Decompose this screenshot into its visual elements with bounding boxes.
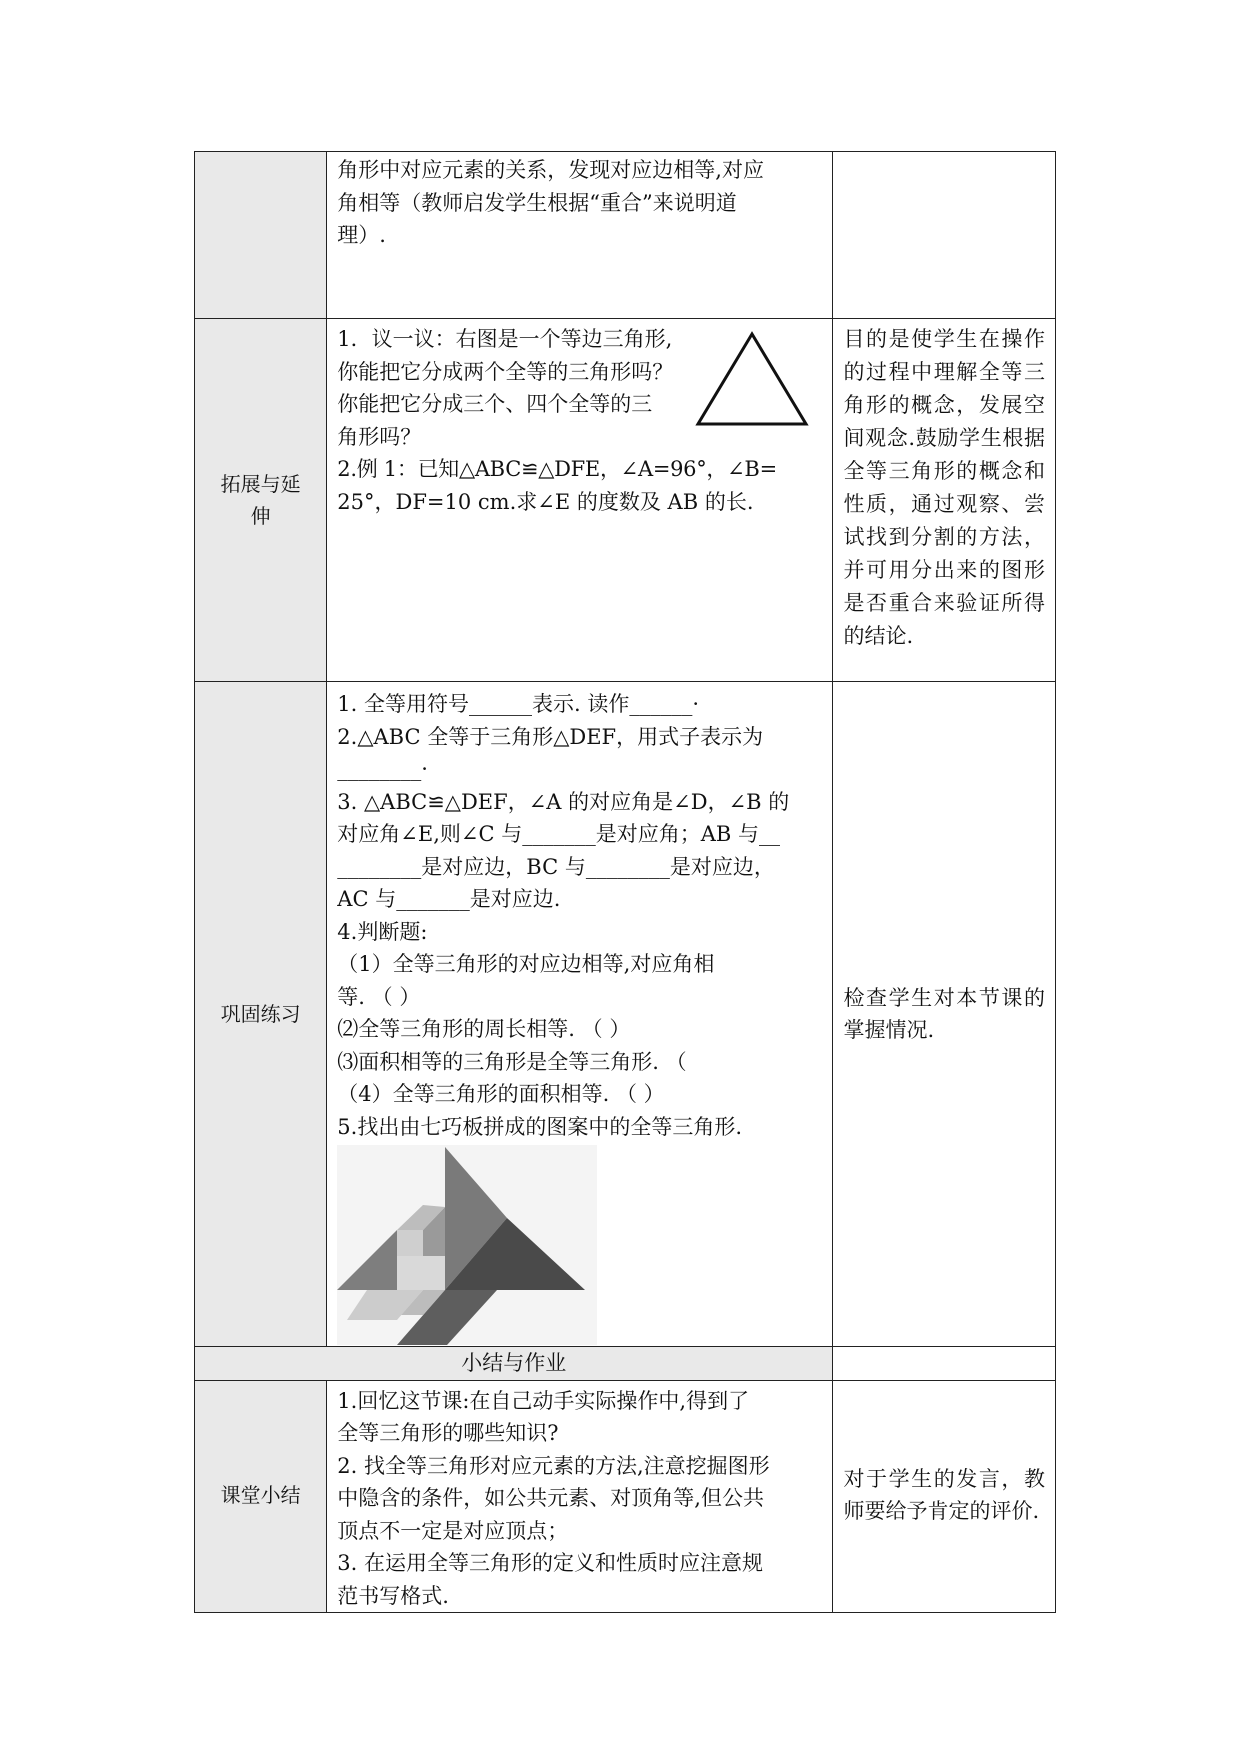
row3-line: AC 与_______是对应边.: [337, 887, 561, 911]
row1-note-cell: [833, 152, 1056, 319]
row3-line: ⑶面积相等的三角形是全等三角形. （: [337, 1049, 687, 1074]
row3-label-cell: [195, 682, 327, 1347]
row3-note: 检查学生对本节课的掌握情况.: [843, 985, 1045, 1042]
row2-content-cell: [327, 319, 833, 682]
row5-line: 顶点不一定是对应顶点；: [337, 1518, 569, 1543]
row2-line: 角形吗？: [337, 424, 422, 449]
row5-note-cell: [833, 1380, 1056, 1613]
row3-line: 5.找出由七巧板拼成的图案中的全等三角形.: [337, 1114, 743, 1139]
row2-line: 25°，DF=10 cm.求∠E 的度数及 AB 的长.: [337, 489, 754, 514]
row2-line: 1．议一议：右图是一个等边三角形,: [337, 327, 673, 351]
row3-line: 2.△ABC 全等于三角形△DEF，用式子表示为: [337, 724, 764, 749]
row2-note-cell: [833, 319, 1056, 682]
row5-line: 3. 在运用全等三角形的定义和性质时应注意规: [337, 1551, 764, 1575]
row-practice: [195, 682, 1056, 1347]
row3-line: 1. 全等用符号______表示. 读作______·: [337, 692, 700, 716]
row5-line: 范书写格式.: [337, 1583, 449, 1608]
equilateral-triangle-figure: [693, 329, 811, 429]
row5-line: 中隐含的条件，如公共元素、对顶角等,但公共: [337, 1486, 764, 1510]
row-continuation: [195, 152, 1056, 319]
row5-content-cell: [327, 1380, 833, 1613]
row3-label: 巩固练习: [220, 1002, 301, 1026]
row3-line: ⑵全等三角形的周长相等. （ ）: [337, 1017, 631, 1041]
row3-line: （1）全等三角形的对应边相等,对应角相: [337, 952, 715, 976]
row4-note-cell: [833, 1347, 1056, 1381]
row1-label-cell: [195, 152, 327, 319]
row2-line: 你能把它分成三个、四个全等的三: [337, 392, 653, 416]
row3-line: 3. △ABC≌△DEF，∠A 的对应角是∠D，∠B 的: [337, 789, 790, 814]
row3-line: （4）全等三角形的面积相等. （ ）: [337, 1082, 665, 1106]
row5-label: 课堂小结: [220, 1483, 301, 1507]
lesson-plan-table: [194, 151, 1056, 1613]
row3-line: 对应角∠E,则∠C 与_______是对应角；AB 与__: [337, 822, 781, 846]
summary-header: 小结与作业: [195, 1347, 833, 1381]
row-summary-header: [195, 1347, 1056, 1381]
row-class-summary: [195, 1380, 1056, 1613]
row3-line: 等. （ ）: [337, 984, 421, 1009]
tangram-figure: [337, 1145, 597, 1345]
row5-label-cell: [195, 1380, 327, 1613]
row1-content-cell: [327, 152, 833, 319]
row3-content-cell: [327, 682, 833, 1347]
row-extension: [195, 319, 1056, 682]
row2-label-line1: 拓展与延: [220, 472, 301, 496]
row2-line: 你能把它分成两个全等的三角形吗？: [337, 359, 674, 384]
row2-label-cell: [195, 319, 327, 682]
row3-note-cell: [833, 682, 1056, 1347]
row2-note: 目的是使学生在操作的过程中理解全等三角形的概念，发展空间观念.鼓励学生根据全等三角形的概念和性质，通过观察、尝试找到分割的方法，并可用分出来的图形是否重合来验证所得的结论.: [843, 327, 1045, 648]
row3-line: ________·: [337, 757, 428, 781]
row1-line: 角相等（教师启发学生根据“重合”来说明道: [337, 190, 737, 215]
row2-line: 2.例 1：已知△ABC≌△DFE，∠A=96°，∠B=: [337, 457, 777, 481]
row2-label: [195, 319, 326, 681]
row5-line: 1.回忆这节课:在自己动手实际操作中,得到了: [337, 1388, 750, 1413]
row2-label-line2: 伸: [250, 504, 271, 528]
row1-line: 理）.: [337, 223, 386, 247]
row5-line: 2. 找全等三角形对应元素的方法,注意挖掘图形: [337, 1453, 770, 1478]
row3-line: ________是对应边，BC 与________是对应边，: [337, 854, 775, 879]
row3-line: 4.判断题:: [337, 919, 428, 944]
row5-line: 全等三角形的哪些知识?: [337, 1421, 559, 1445]
row1-line: 角形中对应元素的关系，发现对应边相等,对应: [337, 158, 764, 182]
row5-note: 对于学生的发言，教师要给予肯定的评价.: [843, 1466, 1045, 1523]
